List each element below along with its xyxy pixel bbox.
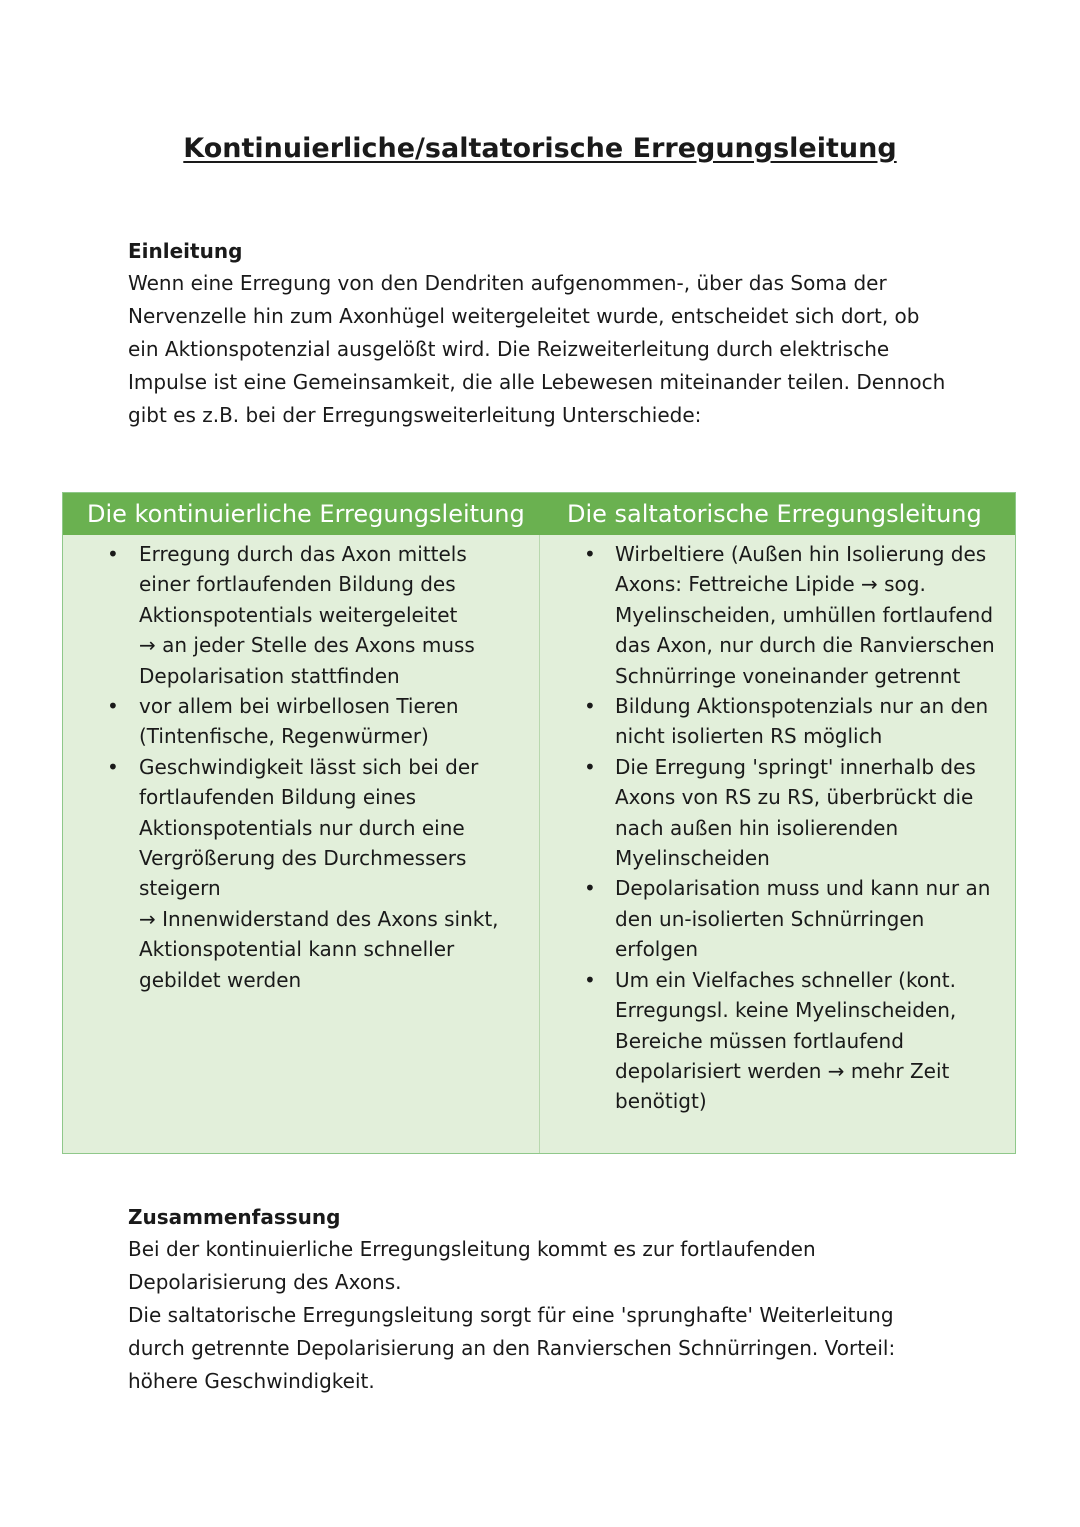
list-item-line: Erregung durch das Axon mittels bbox=[139, 542, 467, 566]
list-item-line: benötigt) bbox=[615, 1089, 707, 1114]
list-item-line: Myelinscheiden bbox=[615, 846, 770, 871]
list-item-line: Aktionspotentials nur durch eine bbox=[139, 815, 465, 840]
list-item-line: Erregungsl. keine Myelinscheiden, bbox=[615, 998, 957, 1023]
list-item-line: nach außen hin isolierenden bbox=[615, 815, 899, 840]
intro-line: Wenn eine Erregung von den Dendriten aufgenommen-, über das Soma der bbox=[128, 271, 887, 295]
list-item-line: → Innenwiderstand des Axons sinkt, bbox=[139, 906, 499, 931]
summary-heading: Zusammenfassung bbox=[128, 1205, 341, 1229]
header-saltatory: Die saltatorische Erregungsleitung bbox=[567, 500, 982, 528]
bullet-icon: • bbox=[584, 542, 596, 566]
saltatory-list bbox=[540, 539, 1015, 1117]
column-continuous bbox=[63, 535, 540, 1153]
list-item-line: den un-isolierten Schnürringen bbox=[615, 906, 925, 931]
intro-text bbox=[128, 267, 958, 432]
list-item bbox=[540, 691, 1015, 752]
summary-line: Depolarisierung des Axons. bbox=[128, 1270, 402, 1294]
list-item-line: Depolarisation stattfinden bbox=[139, 663, 400, 688]
bullet-icon: • bbox=[584, 967, 596, 992]
list-item-line: fortlaufenden Bildung eines bbox=[139, 785, 417, 810]
bullet-icon: • bbox=[584, 876, 596, 901]
list-item-line: Um ein Vielfaches schneller (kont. bbox=[615, 967, 956, 992]
list-item-line: gebildet werden bbox=[139, 967, 302, 992]
summary-line: Bei der kontinuierliche Erregungsleitung kommt es zur fortlaufenden bbox=[128, 1237, 816, 1261]
page-title: Kontinuierliche/saltatorische Erregungsleitung bbox=[183, 133, 897, 164]
list-item-line: steigern bbox=[139, 876, 221, 901]
intro-line: gibt es z.B. bei der Erregungsweiterleitung Unterschiede: bbox=[128, 403, 702, 427]
list-item bbox=[63, 539, 539, 691]
list-item-line: Geschwindigkeit lässt sich bei der bbox=[139, 754, 479, 779]
intro-section bbox=[128, 235, 958, 432]
intro-line: Nervenzelle hin zum Axonhügel weitergeleitet wurde, entscheidet sich dort, ob bbox=[128, 304, 920, 328]
summary-line: höhere Geschwindigkeit. bbox=[128, 1369, 375, 1393]
list-item bbox=[540, 873, 1015, 964]
list-item-line: Schnürringe voneinander getrennt bbox=[615, 663, 961, 688]
list-item-line: Bereiche müssen fortlaufend bbox=[615, 1028, 904, 1053]
list-item bbox=[540, 752, 1015, 874]
list-item bbox=[63, 752, 539, 995]
list-item-line: einer fortlaufenden Bildung des bbox=[139, 572, 456, 597]
bullet-icon: • bbox=[584, 754, 596, 779]
summary-section bbox=[128, 1201, 958, 1398]
list-item-line: Wirbeltiere (Außen hin Isolierung des bbox=[615, 542, 987, 566]
list-item bbox=[63, 691, 539, 752]
bullet-icon: • bbox=[584, 694, 596, 719]
summary-line: durch getrennte Depolarisierung an den Ranvierschen Schnürringen. Vorteil: bbox=[128, 1336, 896, 1360]
intro-line: ein Aktionspotenzial ausgelößt wird. Die Reizweiterleitung durch elektrische bbox=[128, 337, 890, 361]
list-item-line: nicht isolierten RS möglich bbox=[615, 724, 883, 749]
list-item-line: (Tintenfische, Regenwürmer) bbox=[139, 724, 429, 749]
header-continuous: Die kontinuierliche Erregungsleitung bbox=[87, 500, 525, 528]
list-item-line: erfolgen bbox=[615, 937, 699, 962]
table-header-row bbox=[63, 493, 1015, 535]
list-item-line: → an jeder Stelle des Axons muss bbox=[139, 633, 475, 658]
bullet-icon: • bbox=[107, 754, 119, 779]
summary-text bbox=[128, 1233, 958, 1398]
bullet-icon: • bbox=[107, 694, 119, 719]
list-item-line: Bildung Aktionspotenzials nur an den bbox=[615, 694, 989, 719]
list-item bbox=[540, 539, 1015, 691]
list-item-line: Die Erregung 'springt' innerhalb des bbox=[615, 754, 976, 779]
list-item-line: das Axon, nur durch die Ranvierschen bbox=[615, 633, 995, 658]
list-item-line: Depolarisation muss und kann nur an bbox=[615, 876, 991, 901]
column-saltatory bbox=[540, 535, 1015, 1153]
comparison-table bbox=[62, 492, 1016, 1154]
table-body-row bbox=[63, 535, 1015, 1153]
continuous-list bbox=[63, 539, 539, 995]
summary-line: Die saltatorische Erregungsleitung sorgt für eine 'sprunghafte' Weiterleitung bbox=[128, 1303, 894, 1327]
list-item-line: Myelinscheiden, umhüllen fortlaufend bbox=[615, 602, 994, 627]
list-item-line: Axons von RS zu RS, überbrückt die bbox=[615, 785, 974, 810]
intro-line: Impulse ist eine Gemeinsamkeit, die alle Lebewesen miteinander teilen. Dennoch bbox=[128, 370, 946, 394]
list-item-line: Axons: Fettreiche Lipide → sog. bbox=[615, 572, 926, 597]
list-item bbox=[540, 965, 1015, 1117]
list-item-line: vor allem bei wirbellosen Tieren bbox=[139, 694, 459, 719]
list-item-line: Vergrößerung des Durchmessers bbox=[139, 846, 467, 871]
list-item-line: Aktionspotentials weitergeleitet bbox=[139, 602, 458, 627]
bullet-icon: • bbox=[107, 542, 119, 566]
list-item-line: depolarisiert werden → mehr Zeit bbox=[615, 1058, 950, 1083]
intro-heading: Einleitung bbox=[128, 239, 243, 263]
list-item-line: Aktionspotential kann schneller bbox=[139, 937, 455, 962]
